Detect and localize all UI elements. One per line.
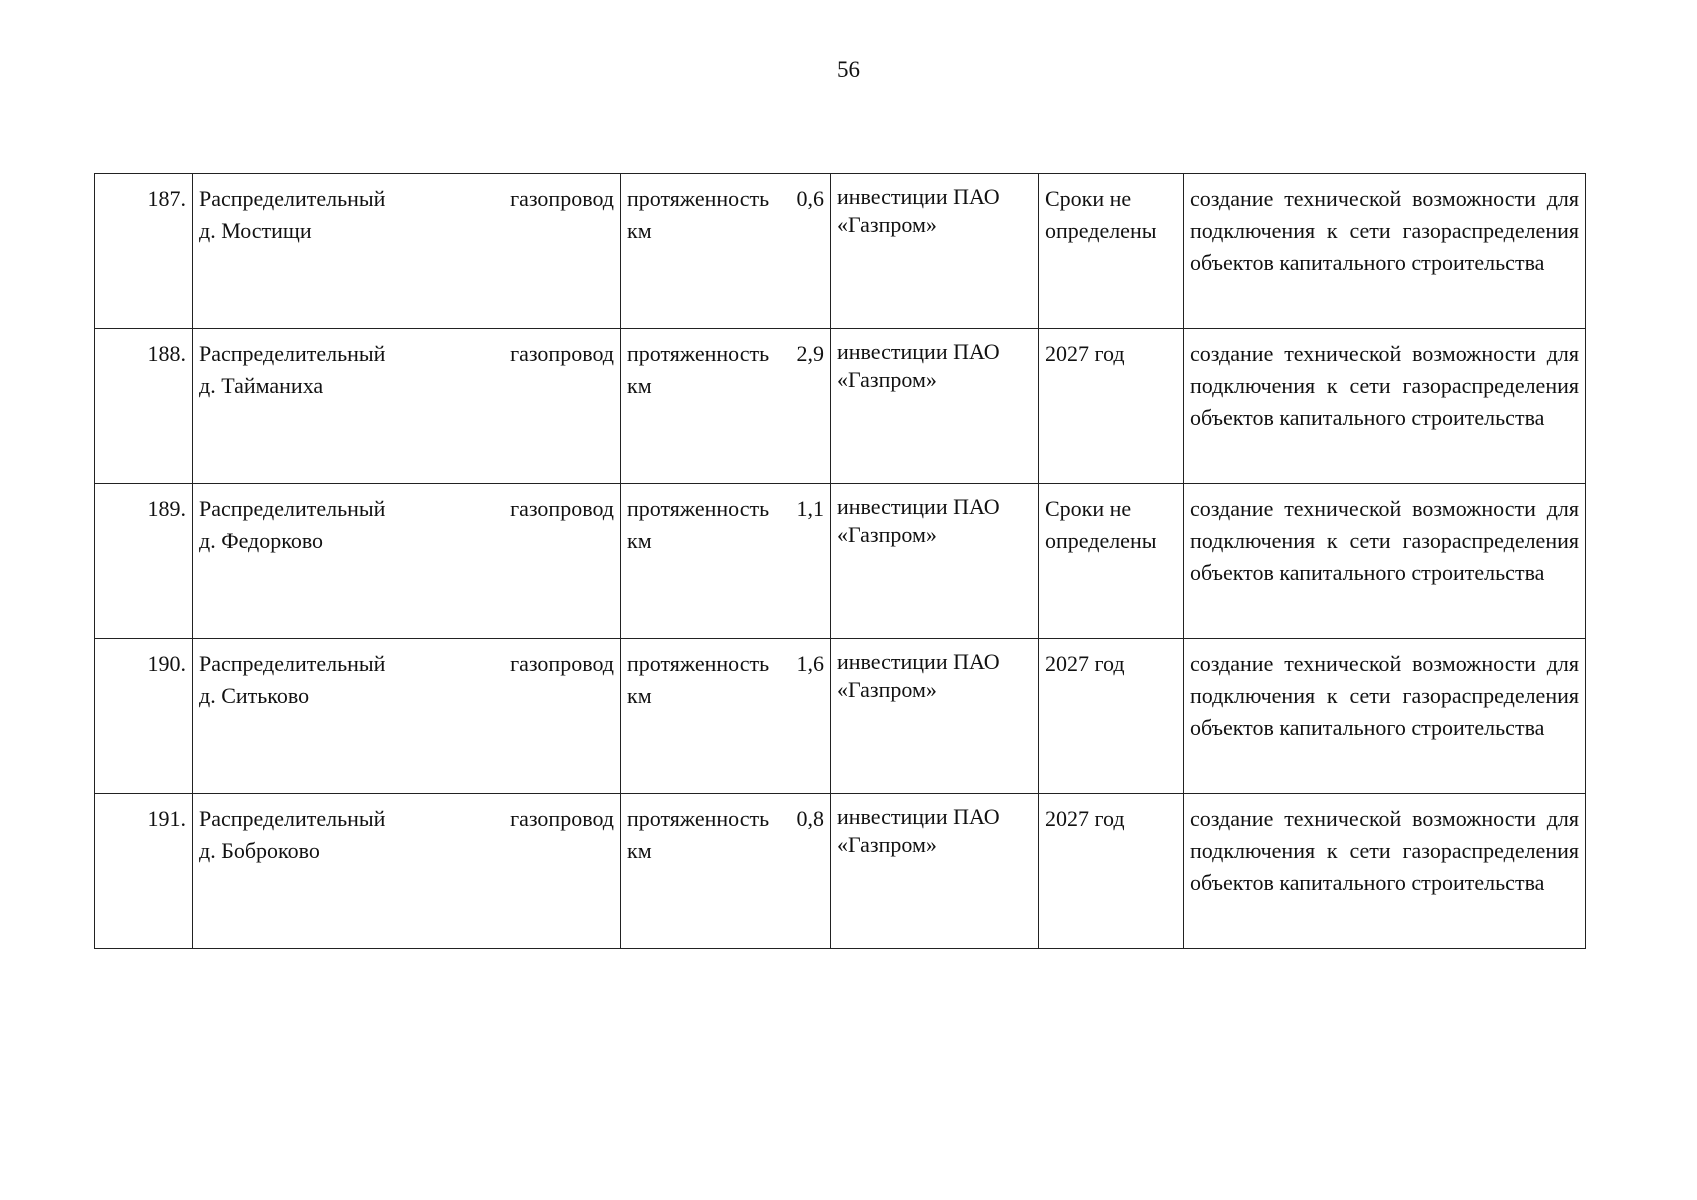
object-name-type: Распределительный xyxy=(199,651,386,676)
object-length: протяженность 0,6 км xyxy=(621,174,831,329)
object-length: протяженность 2,9 км xyxy=(621,329,831,484)
object-purpose xyxy=(1184,174,1586,329)
page-number: 56 xyxy=(837,57,860,82)
object-location: д. Федорково xyxy=(199,528,324,553)
object-purpose xyxy=(1184,639,1586,794)
object-name-type: Распределительный xyxy=(199,496,386,521)
implementation-term: 2027 год xyxy=(1039,794,1184,949)
row-number: 189. xyxy=(95,484,193,639)
implementation-term: 2027 год xyxy=(1039,329,1184,484)
funding-source: инвестиции ПАО «Газпром» xyxy=(831,794,1039,949)
purpose-text: создание технической возможности для подключения к сети газораспределения объектов капитального строительства xyxy=(1190,651,1579,740)
funding-source: инвестиции ПАО «Газпром» xyxy=(831,329,1039,484)
purpose-text: создание технической возможности для подключения к сети газораспределения объектов капитального строительства xyxy=(1190,496,1579,585)
funding-source: инвестиции ПАО «Газпром» xyxy=(831,174,1039,329)
object-name-type: Распределительный xyxy=(199,186,386,211)
purpose-text: создание технической возможности для подключения к сети газораспределения объектов капитального строительства xyxy=(1190,341,1579,430)
table-row xyxy=(95,329,1586,484)
object-name-kind: газопровод xyxy=(510,341,614,366)
table-body xyxy=(95,174,1586,949)
purpose-text: создание технической возможности для подключения к сети газораспределения объектов капитального строительства xyxy=(1190,186,1579,275)
object-location: д. Боброково xyxy=(199,838,320,863)
object-name-kind: газопровод xyxy=(510,186,614,211)
object-name-type: Распределительный xyxy=(199,806,386,831)
implementation-term: Сроки не определены xyxy=(1039,484,1184,639)
object-location: д. Ситьково xyxy=(199,683,310,708)
row-number: 188. xyxy=(95,329,193,484)
row-number: 191. xyxy=(95,794,193,949)
implementation-term: 2027 год xyxy=(1039,639,1184,794)
object-purpose xyxy=(1184,329,1586,484)
object-name-kind: газопровод xyxy=(510,651,614,676)
object-name-kind: газопровод xyxy=(510,496,614,521)
purpose-text: создание технической возможности для подключения к сети газораспределения объектов капитального строительства xyxy=(1190,806,1579,895)
object-name xyxy=(193,794,621,949)
table-row xyxy=(95,484,1586,639)
row-number: 187. xyxy=(95,174,193,329)
table-row xyxy=(95,794,1586,949)
object-name xyxy=(193,174,621,329)
object-name xyxy=(193,329,621,484)
row-number: 190. xyxy=(95,639,193,794)
object-location: д. Мостищи xyxy=(199,218,312,243)
implementation-term: Сроки не определены xyxy=(1039,174,1184,329)
object-name-type: Распределительный xyxy=(199,341,386,366)
object-name-kind: газопровод xyxy=(510,806,614,831)
object-length: протяженность 1,6 км xyxy=(621,639,831,794)
object-length: протяженность 1,1 км xyxy=(621,484,831,639)
table-row xyxy=(95,174,1586,329)
object-length: протяженность 0,8 км xyxy=(621,794,831,949)
funding-source: инвестиции ПАО «Газпром» xyxy=(831,639,1039,794)
objects-table xyxy=(94,173,1586,949)
object-name xyxy=(193,639,621,794)
object-purpose xyxy=(1184,484,1586,639)
object-location: д. Тайманиха xyxy=(199,373,324,398)
object-name xyxy=(193,484,621,639)
table-row xyxy=(95,639,1586,794)
object-purpose xyxy=(1184,794,1586,949)
funding-source: инвестиции ПАО «Газпром» xyxy=(831,484,1039,639)
